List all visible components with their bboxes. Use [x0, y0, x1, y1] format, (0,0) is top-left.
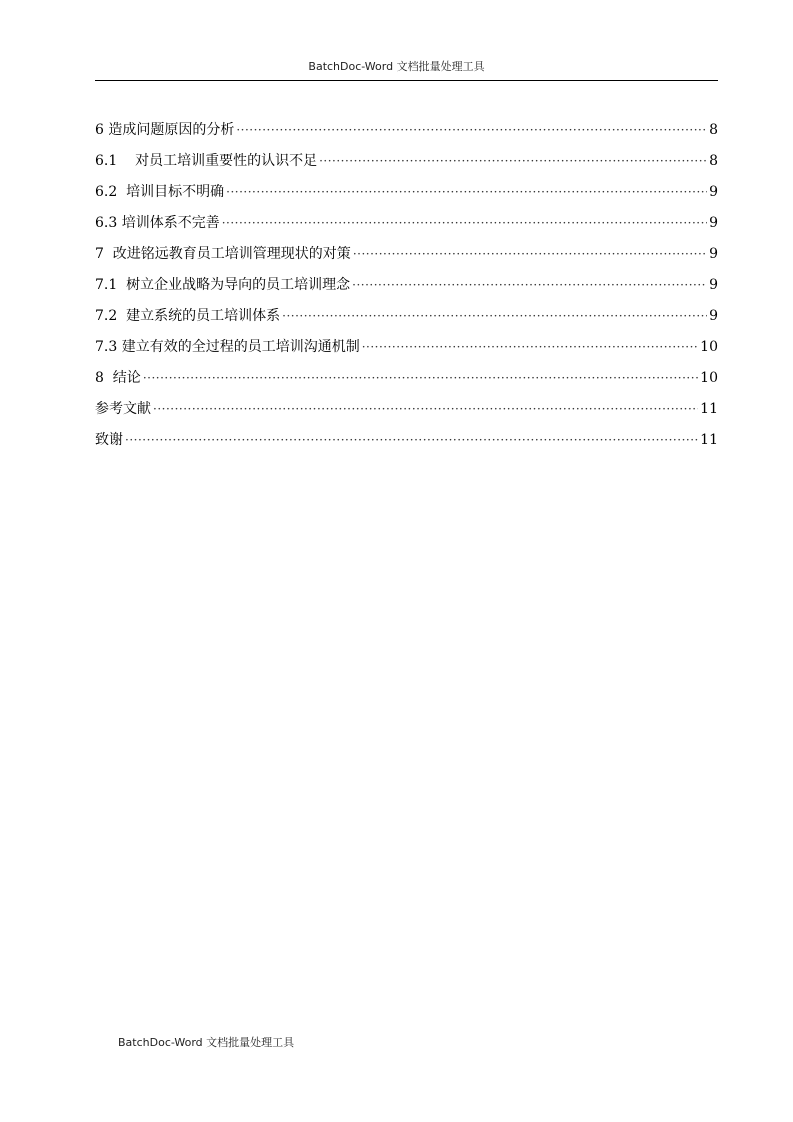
toc-entry[interactable]: [95, 305, 718, 336]
table-of-contents: [95, 119, 718, 460]
toc-dot-leader: [222, 216, 707, 230]
toc-entry-label: 7 改进铭远教育员工培训管理现状的对策: [95, 246, 351, 262]
toc-page-number: 10: [700, 339, 718, 355]
toc-entry[interactable]: [95, 150, 718, 181]
toc-dot-leader: [282, 309, 707, 323]
toc-entry-label: 参考文献: [95, 401, 151, 417]
toc-page-number: 9: [709, 277, 718, 293]
toc-page-number: 9: [709, 215, 718, 231]
toc-entry-label: 6 造成问题原因的分析: [95, 122, 235, 138]
toc-page-number: 11: [700, 401, 718, 417]
toc-entry[interactable]: [95, 119, 718, 150]
header-divider: [95, 80, 718, 81]
page-footer-text: BatchDoc-Word 文档批量处理工具: [118, 1036, 295, 1049]
toc-entry-label: 7.3 建立有效的全过程的员工培训沟通机制: [95, 339, 360, 355]
toc-dot-leader: [352, 278, 707, 292]
toc-page-number: 8: [709, 153, 718, 169]
toc-entry[interactable]: [95, 181, 718, 212]
toc-page-number: 9: [709, 184, 718, 200]
toc-dot-leader: [153, 402, 698, 416]
toc-entry-label: 6.1 对员工培训重要性的认识不足: [95, 153, 318, 169]
toc-entry-label: 6.2 培训目标不明确: [95, 184, 225, 200]
toc-entry-label: 6.3 培训体系不完善: [95, 215, 220, 231]
toc-dot-leader: [362, 340, 698, 354]
toc-entry[interactable]: [95, 429, 718, 460]
toc-page-number: 10: [700, 370, 718, 386]
toc-entry[interactable]: [95, 212, 718, 243]
toc-entry[interactable]: [95, 243, 718, 274]
toc-dot-leader: [236, 123, 707, 137]
toc-entry[interactable]: [95, 336, 718, 367]
toc-page-number: 9: [709, 246, 718, 262]
toc-dot-leader: [353, 247, 707, 261]
page-header-title: BatchDoc-Word 文档批量处理工具: [308, 60, 485, 73]
toc-dot-leader: [125, 433, 698, 447]
toc-entry-label: 7.2 建立系统的员工培训体系: [95, 308, 281, 324]
toc-entry-label: 7.1 树立企业战略为导向的员工培训理念: [95, 277, 351, 293]
toc-entry[interactable]: [95, 274, 718, 305]
toc-entry[interactable]: [95, 367, 718, 398]
toc-page-number: 11: [700, 432, 718, 448]
toc-dot-leader: [143, 371, 698, 385]
toc-entry-label: 致谢: [95, 432, 123, 448]
toc-page-number: 9: [709, 308, 718, 324]
toc-dot-leader: [226, 185, 707, 199]
toc-page-number: 8: [709, 122, 718, 138]
toc-dot-leader: [319, 154, 707, 168]
toc-entry-label: 8 结论: [95, 370, 141, 386]
toc-entry[interactable]: [95, 398, 718, 429]
